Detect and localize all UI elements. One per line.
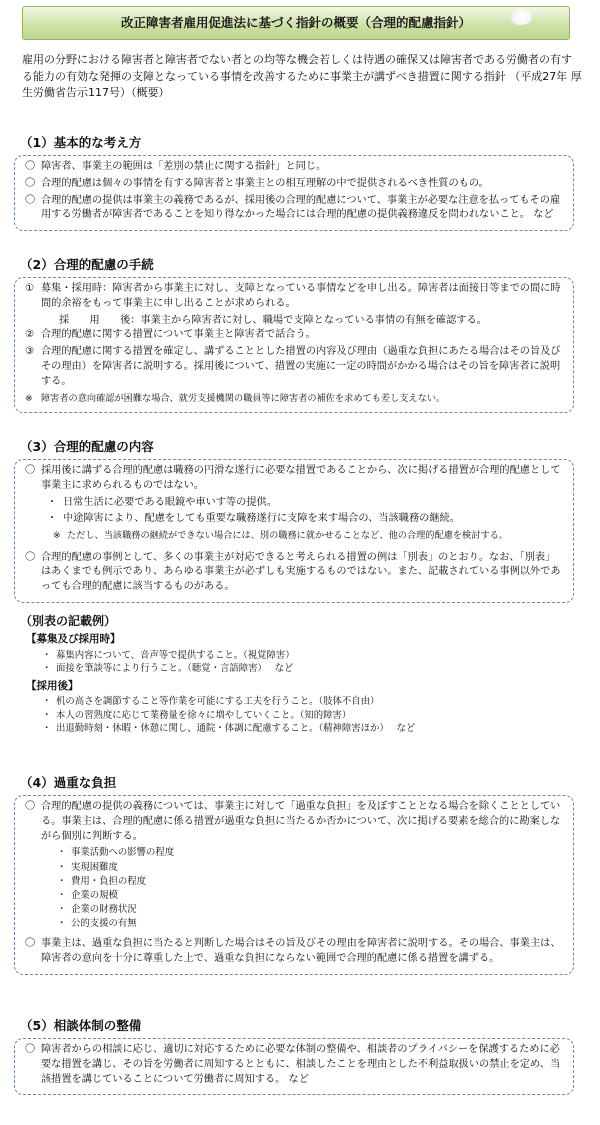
bullet-item: ・ 中途障害により、配慮をしても重要な職務遂行に支障を来す場合の、当該職務の継続。 xyxy=(25,512,565,527)
list-item: 〇 障害者からの相談に応じ、適切に対応するために必要な体制の整備や、相談者のプライバシーを保護するために必要な措置を講じ、その旨を労働者に周知するとともに、相談したことを理由とした不利益取扱いの禁止を定め、当該措置を講じていることについて労働者に周知する。 など xyxy=(25,1044,561,1085)
circle-marker: 〇 xyxy=(25,194,36,206)
bullet-marker: ・ xyxy=(47,513,58,525)
bullet-marker: ・ xyxy=(47,496,58,508)
note: ※ 障害者の意向確認が困難な場合、就労支援機関の職員等に障害者の補佐を求めても差し支えない。 xyxy=(25,392,446,404)
section-title: （1）基本的な考え方 xyxy=(20,135,142,150)
examples-title: （別表の記載例） xyxy=(20,613,117,628)
section-title: （3）合理的配慮の内容 xyxy=(20,439,154,454)
section-basic-concept xyxy=(14,134,586,231)
section-title: （5）相談体制の整備 xyxy=(20,1018,142,1033)
number-marker: ① xyxy=(25,283,35,295)
list-item: 〇 合理的配慮の提供の義務については、事業主に対して「過重な負担」を及ぼすこととなる場合を除くこととしている。事業主は、合理的配慮に係る措置が過重な負担に当たるか否かについて、次に掲げる要素を総合的に勘案しながら個別に判断する。 xyxy=(25,801,561,842)
section-excessive-burden xyxy=(14,774,586,975)
list-item: 〇 合理的配慮の事例として、多くの事業主が対応できると考えられる措置の例は「別表」のとおり。なお、「別表」はあくまでも例示であり、あらゆる事業主が必ずしも実施するものではない。また、記載されている事例以外であっても合理的配慮に該当するものがある。 xyxy=(25,551,561,593)
factor-item: ・ 費用・負担の程度 xyxy=(57,875,147,887)
example-item: ・ 面接を筆談等により行うこと。（聴覚・言語障害） など xyxy=(42,663,294,675)
section-title: （4）過重な負担 xyxy=(20,775,117,790)
list-item: 〇 障害者、事業主の範囲は「差別の禁止に関する指針」と同じ。 xyxy=(25,160,565,175)
factor-list xyxy=(25,846,565,931)
document-title-banner xyxy=(22,6,570,40)
examples-after-title: 【採用後】 xyxy=(26,679,79,692)
factor-item: ・ 企業の規模 xyxy=(57,889,118,901)
circle-marker: 〇 xyxy=(25,551,36,563)
factor-item: ・ 事業活動への影響の程度 xyxy=(57,847,175,859)
list-item: 〇 合理的配慮の提供は事業主の義務であるが、採用後の合理的配慮について、事業主が必要な注意を払ってもその雇用する労働者が障害者であることを知り得なかった場合には合理的配慮の提供義務違反を問われないこと。 など xyxy=(25,194,561,221)
list-item: ① 募集・採用時：障害者から事業主に対し、支障となっている事情などを申し出る。障害者は面接日等までの間に時間的余裕をもって事業主に申し出ることが求められる。 xyxy=(25,283,561,309)
note: ※ ただし、当該職務の継続ができない場合には、別の職務に就かせることなど、他の合理的配慮を検討する。 xyxy=(53,530,508,542)
intro-paragraph: 雇用の分野における障害者と障害者でない者との均等な機会若しくは待遇の確保又は障害者である労働者の有する能力の有効な発揮の支障となっている事情を改善するために事業主が講ずべき措置に関する指針 （平成27年 厚生労働省告示117号）（概要） xyxy=(22,53,582,99)
circle-marker: 〇 xyxy=(25,465,36,477)
list-item: 〇 採用後に講ずる合理的配慮は職務の円滑な遂行に必要な措置であることから、次に掲げる措置が合理的配慮として事業主に求められるものではない。 xyxy=(25,465,561,491)
circle-marker: 〇 xyxy=(25,938,36,950)
circle-marker: 〇 xyxy=(25,161,36,173)
factor-item: ・ 企業の財務状況 xyxy=(57,903,137,915)
number-marker: ② xyxy=(25,329,35,341)
title-decoration xyxy=(510,9,532,25)
example-item: ・ 本人の習熟度に応じて業務量を徐々に増やしていくこと。（知的障害） xyxy=(42,709,352,721)
section-procedure xyxy=(14,256,586,413)
example-item: ・ 机の高さを調節すること等作業を可能にする工夫を行うこと。（肢体不自由） xyxy=(42,696,380,708)
circle-marker: 〇 xyxy=(25,177,36,189)
section-content xyxy=(14,438,586,736)
list-item: 〇 合理的配慮は個々の事情を有する障害者と事業主との相互理解の中で提供されるべき性質のもの。 xyxy=(25,177,565,192)
section-title: （2）合理的配慮の手続 xyxy=(20,257,154,272)
list-item: ② 合理的配慮に関する措置について事業主と障害者で話合う。 xyxy=(25,328,565,343)
section-consultation xyxy=(14,1017,586,1095)
list-subitem: 採 用 後：事業主から障害者に対し、職場で支障となっている事情の有無を確認する。 xyxy=(59,314,487,326)
circle-marker: 〇 xyxy=(25,801,36,813)
examples-hiring-title: 【募集及び採用時】 xyxy=(26,633,121,646)
note-marker: ※ xyxy=(53,530,61,542)
factor-item: ・ 実現困難度 xyxy=(57,861,118,873)
number-marker: ③ xyxy=(25,346,35,358)
list-item: ③ 合理的配慮に関する措置を確定し、講ずることとした措置の内容及び理由（過重な負担にあたる場合はその旨及びその理由）を障害者に説明する。採用後について、措置の実施に一定の時間がかかる場合はその旨を障害者に説明する。 xyxy=(25,346,561,387)
factor-item: ・ 公的支援の有無 xyxy=(57,918,137,930)
bullet-item: ・ 日常生活に必要である眼鏡や車いす等の提供。 xyxy=(25,496,565,511)
document-title: 改正障害者雇用促進法に基づく指針の概要（合理的配慮指針） xyxy=(120,14,471,30)
section-box xyxy=(14,155,574,231)
section-box xyxy=(14,277,574,413)
example-item: ・ 出退勤時刻・休暇・休憩に関し、通院・体調に配慮すること。（精神障害ほか） など xyxy=(42,723,416,735)
section-box xyxy=(14,1038,574,1095)
example-item: ・ 募集内容について、音声等で提供すること。（視覚障害） xyxy=(42,649,295,661)
note-marker: ※ xyxy=(25,392,33,404)
section-box xyxy=(14,795,574,975)
circle-marker: 〇 xyxy=(25,1044,36,1056)
list-item: 〇 事業主は、過重な負担に当たると判断した場合はその旨及びその理由を障害者に説明する。その場合、事業主は、障害者の意向を十分に尊重した上で、過重な負担にならない範囲で合理的配慮に係る措置を講ずる。 xyxy=(25,938,561,964)
section-box xyxy=(14,459,574,603)
